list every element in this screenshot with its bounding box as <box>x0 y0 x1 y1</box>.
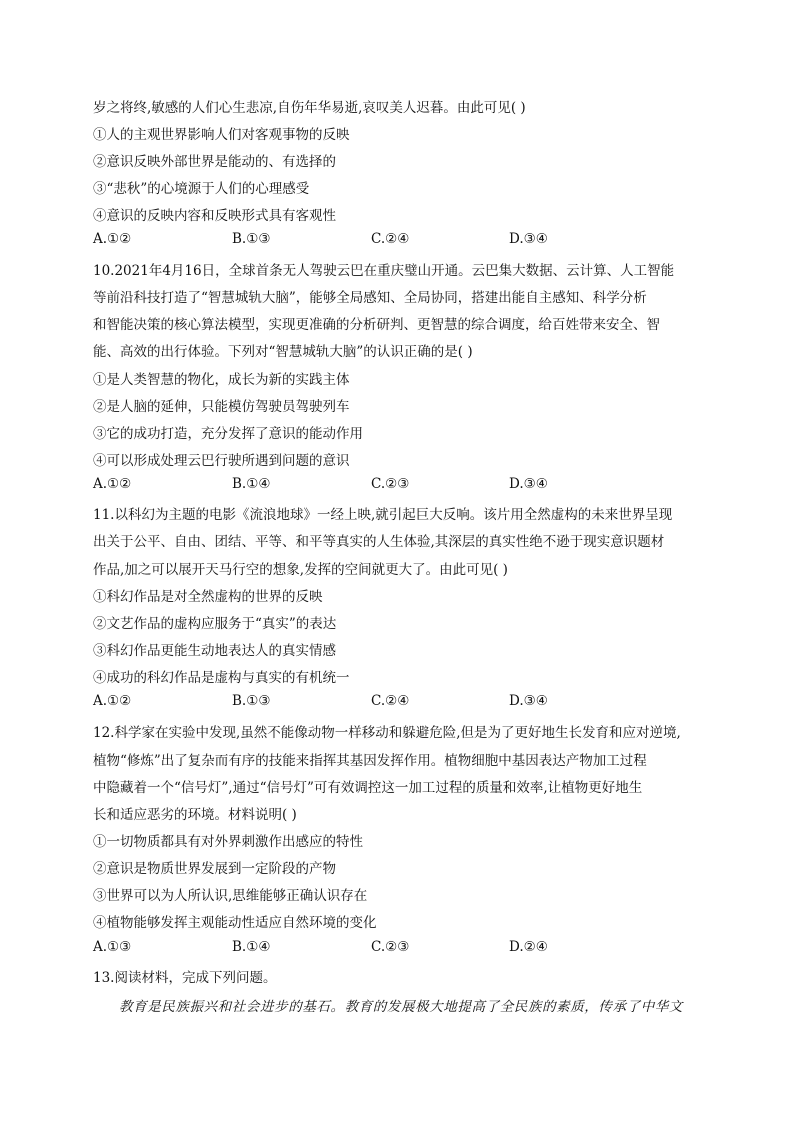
q13-material: 教育是民族振兴和社会进步的基石。教育的发展极大地提高了全民族的素质，传承了中华文 <box>119 999 683 1015</box>
q11-stem-line-1: 11.以科幻为主题的电影《流浪地球》一经上映,就引起巨大反响。该片用全然虚构的未来世界呈现 <box>93 507 673 523</box>
q11-option-d: D.③④ <box>509 693 548 709</box>
q9-statement-2: ②意识反映外部世界是能动的、有选择的 <box>93 154 336 170</box>
q12-statement-4: ④植物能够发挥主观能动性适应自然环境的变化 <box>93 915 377 931</box>
q10-stem-line-1: 10.2021年4月16日，全球首条无人驾驶云巴在重庆璧山开通。云巴集大数据、云计算、人工智能 <box>93 263 675 279</box>
q12-stem-line-4: 长和适应恶劣的环境。材料说明( ) <box>93 807 297 823</box>
q9-option-b: B.①③ <box>232 231 271 247</box>
q12-option-c: C.②③ <box>371 939 410 955</box>
q12-options <box>93 939 693 959</box>
q10-statement-4: ④可以形成处理云巴行驶所遇到问题的意识 <box>93 453 350 469</box>
q10-statement-1: ①是人类智慧的物化，成长为新的实践主体 <box>93 372 350 388</box>
q10-option-c: C.②③ <box>371 476 410 492</box>
q11-statement-3: ③科幻作品更能生动地表达人的真实情感 <box>93 643 336 659</box>
q9-option-c: C.②④ <box>371 231 410 247</box>
q11-option-c: C.②④ <box>371 693 410 709</box>
q9-statement-1: ①人的主观世界影响人们对客观事物的反映 <box>93 127 350 143</box>
q10-stem-line-4: 能、高效的出行体验。下列对“智慧城轨大脑”的认识正确的是( ) <box>93 344 473 360</box>
q10-statement-3: ③它的成功打造，充分发挥了意识的能动作用 <box>93 426 363 442</box>
q10-stem-line-2: 等前沿科技打造了“智慧城轨大脑”，能够全局感知、全局协同，搭建出能自主感知、科学分析 <box>93 290 647 306</box>
q9-stem: 岁之将终,敏感的人们心生悲凉,自伤年华易逝,哀叹美人迟暮。由此可见( ) <box>93 100 526 116</box>
q12-stem-line-2: 植物“修炼”出了复杂而有序的技能来指挥其基因发挥作用。植物细胞中基因表达产物加工过程 <box>93 753 647 769</box>
q9-option-d: D.③④ <box>509 231 548 247</box>
q12-option-a: A.①③ <box>93 939 132 955</box>
q12-stem-line-1: 12.科学家在实验中发现,虽然不能像动物一样移动和躲避危险,但是为了更好地生长发育和应对逆境, <box>93 725 681 741</box>
q11-stem-line-2: 出关于公平、自由、团结、平等、和平等真实的人生体验,其深层的真实性绝不逊于现实意识题材 <box>93 534 665 550</box>
q12-statement-3: ③世界可以为人所认识,思维能够正确认识存在 <box>93 888 368 904</box>
q12-stem-line-3: 中隐藏着一个“信号灯”,通过“信号灯”可有效调控这一加工过程的质量和效率,让植物更好地生 <box>93 780 643 796</box>
q12-option-b: B.①④ <box>232 939 271 955</box>
q13-stem: 13.阅读材料，完成下列问题。 <box>93 970 277 986</box>
q10-option-d: D.③④ <box>509 476 548 492</box>
q9-options <box>93 231 693 251</box>
q10-options <box>93 476 693 496</box>
q11-stem-line-3: 作品,加之可以展开天马行空的想象,发挥的空间就更大了。由此可见( ) <box>93 562 508 578</box>
q9-statement-4: ④意识的反映内容和反映形式具有客观性 <box>93 208 336 224</box>
q10-option-a: A.①② <box>93 476 132 492</box>
q12-option-d: D.②④ <box>509 939 548 955</box>
q10-option-b: B.①④ <box>232 476 271 492</box>
q9-option-a: A.①② <box>93 231 132 247</box>
q10-stem-line-3: 和智能决策的核心算法模型，实现更准确的分析研判、更智慧的综合调度，给百姓带来安全、智 <box>93 317 660 333</box>
q9-statement-3: ③“悲秋”的心境源于人们的心理感受 <box>93 181 310 197</box>
q11-statement-2: ②文艺作品的虚构应服务于“真实”的表达 <box>93 616 337 632</box>
q11-options <box>93 693 693 713</box>
q11-statement-4: ④成功的科幻作品是虚构与真实的有机统一 <box>93 670 350 686</box>
q12-statement-2: ②意识是物质世界发展到一定阶段的产物 <box>93 861 336 877</box>
q11-option-a: A.①② <box>93 693 132 709</box>
q11-option-b: B.①③ <box>232 693 271 709</box>
q10-statement-2: ②是人脑的延伸，只能模仿驾驶员驾驶列车 <box>93 399 350 415</box>
q11-statement-1: ①科幻作品是对全然虚构的世界的反映 <box>93 589 323 605</box>
q12-statement-1: ①一切物质都具有对外界刺激作出感应的特性 <box>93 834 363 850</box>
